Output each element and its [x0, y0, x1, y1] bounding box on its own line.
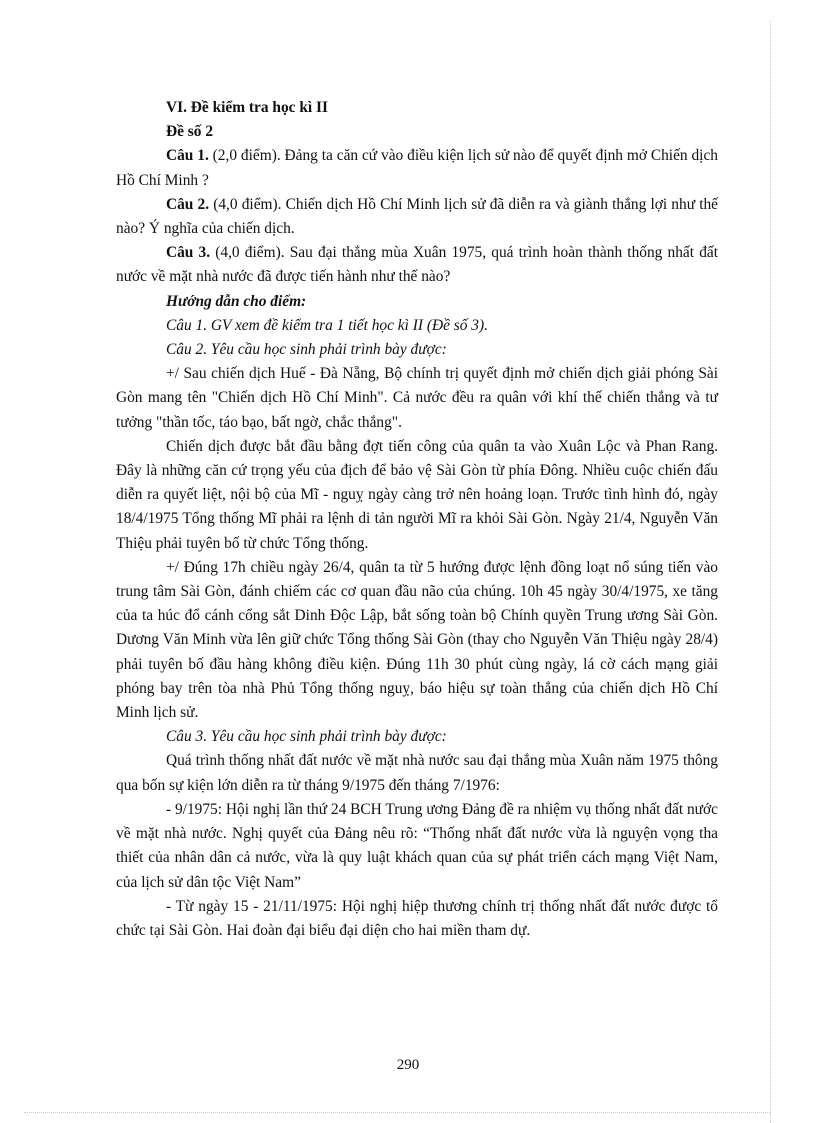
- answer-2-title: Câu 2. Yêu cầu học sinh phải trình bày được:: [166, 341, 447, 359]
- question-2: [116, 193, 718, 241]
- answer-3-paragraph: Quá trình thống nhất đất nước về mặt nhà nước sau đại thắng mùa Xuân năm 1975 thông qua bốn sự kiện lớn diễn ra từ tháng 9/1975 đến tháng 7/1976:: [116, 752, 718, 794]
- question-3-text: (4,0 điểm). Sau đại thắng mùa Xuân 1975, quá trình hoàn thành thống nhất đất nước về mặt nhà nước đã được tiến hành như thế nào?: [116, 244, 718, 286]
- exam-title: Đề số 2: [166, 123, 214, 141]
- question-1-text: (2,0 điểm). Đảng ta căn cứ vào điều kiện lịch sử nào để quyết định mở Chiến dịch Hồ Chí Minh ?: [116, 147, 718, 189]
- answer-3-paragraph: - 9/1975: Hội nghị lần thứ 24 BCH Trung ương Đảng đề ra nhiệm vụ thống nhất đất nước về mặt nhà nước. Nghị quyết của Đảng nêu rõ: “Thống nhất đất nước vừa là nguyện vọng tha thiết của nhân dân cả nước, vừa là quy luật khách quan của sự phát triển cách mạng Việt Nam, của lịch sử dân tộc Việt Nam”: [116, 800, 718, 891]
- section-title: VI. Đề kiểm tra học kì II: [166, 99, 329, 116]
- question-1-label: Câu 1.: [166, 147, 209, 165]
- answer-2-paragraph: Chiến dịch được bắt đầu bằng đợt tiến công của quân ta vào Xuân Lộc và Phan Rang. Đây là những căn cứ trọng yếu của địch để bảo vệ Sài Gòn từ phía Đông. Nhiều cuộc chiến đấu diễn ra quyết liệt, nội bộ của Mĩ - nguỵ ngày càng trở nên hoảng loạn. Trước tình hình đó, ngày 18/4/1975 Tổng thống Mĩ phải ra lệnh di tản người Mĩ ra khỏi Sài Gòn. Ngày 21/4, Nguyễn Văn Thiệu phải tuyên bố từ chức Tổng thống.: [116, 437, 718, 552]
- question-1: [116, 144, 718, 192]
- page-number: 290: [396, 1057, 420, 1073]
- page-border-right: [770, 20, 771, 1123]
- question-3: [116, 241, 718, 289]
- answer-3-paragraph: - Từ ngày 15 - 21/11/1975: Hội nghị hiệp thương chính trị thống nhất đất nước được tổ chức tại Sài Gòn. Hai đoàn đại biểu đại diện cho hai miền tham dự.: [116, 897, 718, 939]
- page-content: [116, 96, 718, 943]
- guide-title: Hướng dẫn cho điểm:: [166, 292, 307, 310]
- answer-3-title: Câu 3. Yêu cầu học sinh phải trình bày được:: [166, 728, 447, 746]
- question-2-label: Câu 2.: [166, 195, 210, 213]
- question-3-label: Câu 3.: [166, 244, 211, 262]
- page-border-bottom: [24, 1112, 770, 1113]
- answer-2-paragraph: +/ Sau chiến dịch Huế - Đà Nẵng, Bộ chính trị quyết định mở chiến dịch giải phóng Sài Gòn mang tên "Chiến dịch Hồ Chí Minh". Cả nước đều ra quân với khí thế chiến thắng và tư tưởng "thần tốc, táo bạo, bất ngờ, chắc thắng".: [116, 365, 718, 431]
- question-2-text: (4,0 điểm). Chiến dịch Hồ Chí Minh lịch sử đã diễn ra và giành thắng lợi như thế nào? Ý nghĩa của chiến dịch.: [116, 195, 718, 238]
- answer-1: Câu 1. GV xem đề kiểm tra 1 tiết học kì II (Đề số 3).: [166, 316, 488, 334]
- answer-2-paragraph: +/ Đúng 17h chiều ngày 26/4, quân ta từ 5 hướng được lệnh đồng loạt nổ súng tiến vào trung tâm Sài Gòn, đánh chiếm các cơ quan đầu não của chúng. 10h 45 ngày 30/4/1975, xe tăng của ta húc đổ cánh cổng sắt Dinh Độc Lập, bắt sống toàn bộ Chính quyền Trung ương Sài Gòn. Dương Văn Minh vừa lên giữ chức Tổng thống Sài Gòn (thay cho Nguyễn Văn Thiệu ngày 28/4) phải tuyên bố đầu hàng không điều kiện. Đúng 11h 30 phút cùng ngày, lá cờ cách mạng giải phóng bay trên tòa nhà Phủ Tổng thống nguỵ, báo hiệu sự toàn thắng của chiến dịch Hồ Chí Minh lịch sử.: [116, 558, 718, 722]
